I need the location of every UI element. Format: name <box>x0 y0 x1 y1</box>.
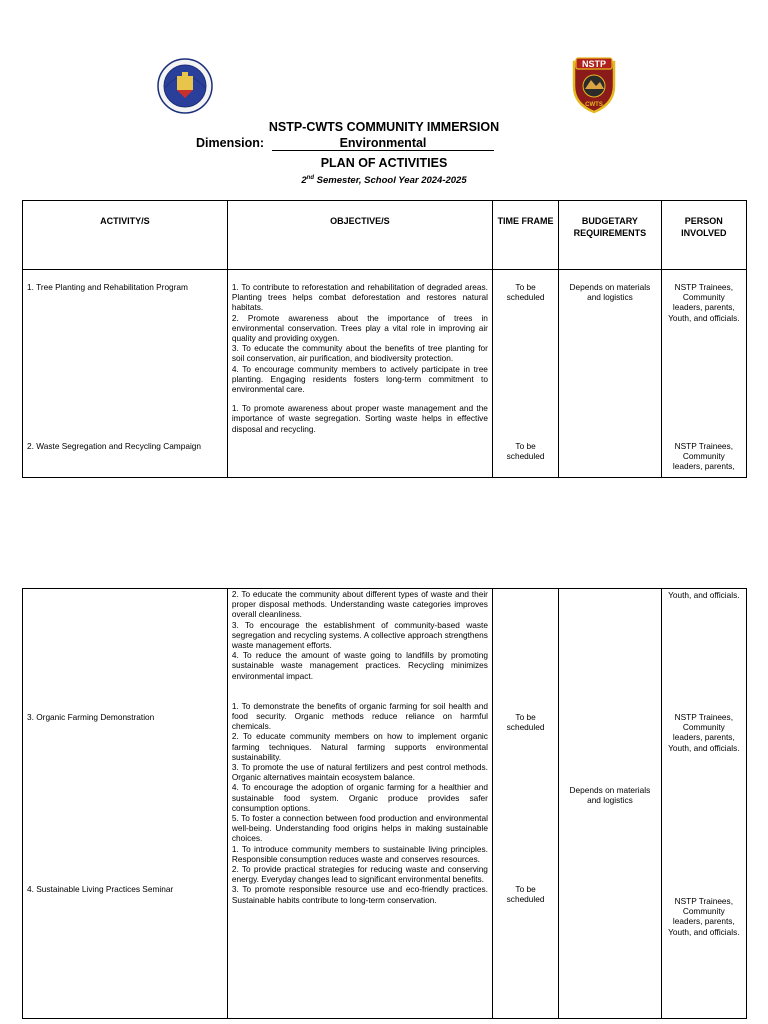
time-frame-3: To be scheduled <box>506 712 545 733</box>
budget-3: Depends on materials and logistics <box>569 785 651 806</box>
header-person: PERSON INVOLVED <box>661 201 746 270</box>
person-cell <box>661 589 746 1019</box>
person-1: NSTP Trainees, Community leaders, parents, Youth, and officials. <box>668 282 740 323</box>
dimension-line <box>196 136 494 151</box>
semester-superscript: nd <box>306 175 314 181</box>
objective-2-1: 1. To promote awareness about proper waste management and the importance of waste segregation. Sorting waste helps in effective disposal and recycling. <box>231 403 488 434</box>
person-4: NSTP Trainees, Community leaders, parents, Youth, and officials. <box>668 896 740 937</box>
dimension-value: Environmental <box>272 136 494 151</box>
activity-1: 1. Tree Planting and Rehabilitation Program <box>27 282 188 292</box>
activity-cell <box>23 589 228 1019</box>
document-title: NSTP-CWTS COMMUNITY IMMERSION <box>268 120 500 134</box>
objective-1-3: 3. To educate the community about the benefits of tree planting for soil conservation, air purification, and biodiversity protection. <box>231 343 488 364</box>
header-objective: OBJECTIVE/S <box>227 201 492 270</box>
activities-table-page2 <box>22 588 747 1019</box>
objective-3-2: 2. To educate community members on how to implement organic farming techniques. Natural farming supports environmental sustainability. <box>231 731 488 762</box>
objective-2-4: 4. To reduce the amount of waste going to landfills by promoting sustainable waste management practices. Recycling minimizes environmental impact. <box>231 650 488 681</box>
objective-3-3: 3. To promote the use of natural fertilizers and pest control methods. Organic alternatives maintain ecosystem balance. <box>231 762 488 783</box>
time-frame-cell <box>492 270 558 478</box>
objective-1-2: 2. Promote awareness about the importance of trees in environmental conservation. Trees play a vital role in improving air quality and providing oxygen. <box>231 312 488 344</box>
objective-3-4: 4. To encourage the adoption of organic farming for a healthier and sustainable food system. Organic produce provides safer consumption options. <box>231 782 488 813</box>
budget-cell <box>559 589 661 1019</box>
nstp-logo-text: NSTP <box>581 59 607 69</box>
activity-3: 3. Organic Farming Demonstration <box>27 712 155 722</box>
objective-cell <box>227 270 492 478</box>
time-frame-2: To be scheduled <box>506 441 545 462</box>
university-seal-logo <box>155 58 215 114</box>
person-3: NSTP Trainees, Community leaders, parents, Youth, and officials. <box>668 712 740 753</box>
semester-line <box>0 175 768 186</box>
time-frame-cell <box>492 589 558 1019</box>
header-time-frame: TIME FRAME <box>492 201 558 270</box>
time-frame-4: To be scheduled <box>506 884 545 905</box>
semester-text: Semester, School Year 2024-2025 <box>314 175 467 187</box>
activities-table-page1 <box>22 200 747 478</box>
objective-1-4: 4. To encourage community members to actively participate in tree planting. Engaging residents fosters long-term commitment to environmental care. <box>231 363 488 395</box>
budget-1: Depends on materials and logistics <box>569 282 651 303</box>
nstp-cwts-shield-logo <box>570 56 618 114</box>
objective-4-3: 3. To promote responsible resource use and eco-friendly practices. Sustainable habits contribute to long-term conservation. <box>231 884 488 905</box>
header-budget: BUDGETARY REQUIREMENTS <box>559 201 661 270</box>
objective-1-1: 1. To contribute to reforestation and rehabilitation of degraded areas. Planting trees helps combat deforestation and restores natural habitats. <box>231 282 488 313</box>
objective-3-1: 1. To demonstrate the benefits of organic farming for soil health and food security. Organic methods reduce reliance on harmful chemicals. <box>231 700 488 732</box>
activity-2: 2. Waste Segregation and Recycling Campaign <box>27 441 202 451</box>
objective-4-2: 2. To provide practical strategies for reducing waste and conserving energy. Everyday changes lead to significant environmental benefits. <box>231 864 488 885</box>
plan-subtitle: PLAN OF ACTIVITIES <box>320 156 448 170</box>
table-row <box>23 270 747 478</box>
person-2: NSTP Trainees, Community leaders, parents, <box>672 441 735 472</box>
objective-2-2: 2. To educate the community about different types of waste and their proper disposal methods. Understanding waste categories improves overall cleanliness. <box>231 589 488 620</box>
activity-cell <box>23 270 228 478</box>
budget-cell <box>559 270 661 478</box>
semester-ordinal: 2 <box>301 175 307 187</box>
time-frame-1: To be scheduled <box>506 282 545 303</box>
person-cell <box>661 270 746 478</box>
cwts-logo-text: CWTS <box>585 102 603 108</box>
person-2-continued: Youth, and officials. <box>668 590 740 600</box>
objective-cell <box>227 589 492 1019</box>
activity-4: 4. Sustainable Living Practices Seminar <box>27 884 174 894</box>
objective-4-1: 1. To introduce community members to sustainable living principles. Responsible consumption reduces waste and conserves resources. <box>231 843 488 864</box>
objective-3-5: 5. To foster a connection between food production and environmental well-being. Understanding food origins helps in making sustainable choices. <box>231 813 488 844</box>
table-row <box>23 589 747 1019</box>
dimension-label: Dimension: <box>196 136 265 150</box>
objective-2-3: 3. To encourage the establishment of community-based waste segregation and recycling systems. A collective approach strengthens waste management efforts. <box>231 619 488 651</box>
header-activity: ACTIVITY/S <box>23 201 228 270</box>
table-header-row <box>23 201 747 270</box>
